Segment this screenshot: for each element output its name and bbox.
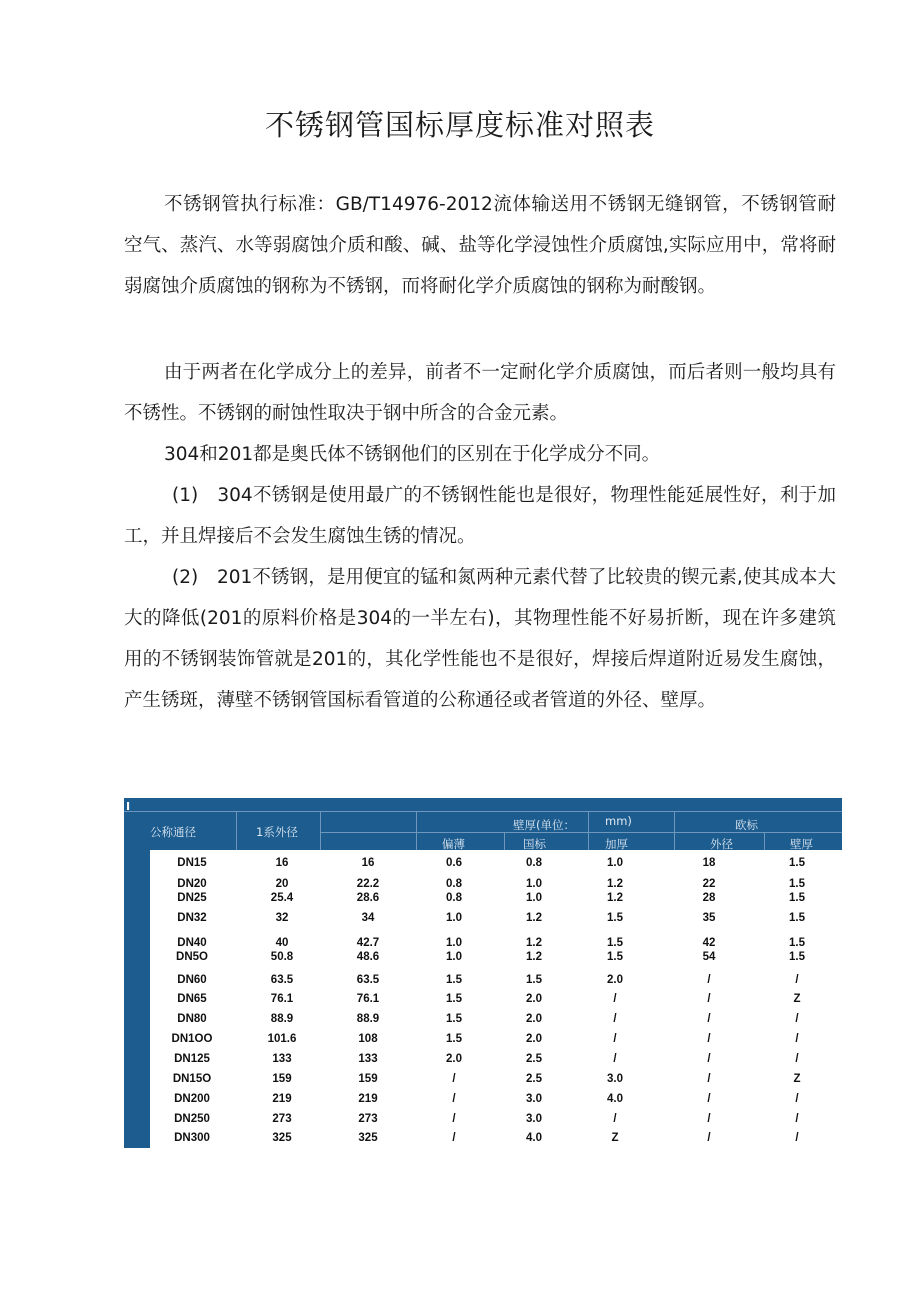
cell-thick: 2.0 xyxy=(607,974,623,986)
cell-thick: 1.0 xyxy=(607,857,623,869)
cell-thin: / xyxy=(452,1113,456,1125)
cell-series1-od: 273 xyxy=(272,1113,292,1125)
paragraph-201: (2) 201不锈钢，是用便宜的锰和氮两种元素代替了比较贵的锲元素,使其成本大大的降低(201的原料价格是304的一半左右)，其物理性能不好易折断，现在许多建筑用的不锈钢装饰管就是201的，其化学性能也不是很好，焊接后焊道附近易发生腐蚀，产生锈斑，薄壁不锈钢管国标看管道的公称通径或者管道的外径、壁厚。 xyxy=(124,567,836,711)
cell-euro-wall: Z xyxy=(793,1073,801,1085)
header-euro-standard: 欧标 xyxy=(735,818,758,832)
cell-series1-od: 16 xyxy=(275,857,289,869)
cell-series1-od: 88.9 xyxy=(270,1013,294,1025)
cell-series1-od: 133 xyxy=(272,1053,292,1065)
cell-series1-od: 40 xyxy=(275,937,289,949)
cell-euro-od: / xyxy=(707,1132,711,1144)
paragraph-304: (1) 304不锈钢是使用最广的不锈钢性能也是很好，物理性能延展性好，利于加工，并且焊接后不会发生腐蚀生锈的情况。 xyxy=(124,485,836,547)
cell-nominal: DN32 xyxy=(177,912,207,924)
table-row xyxy=(124,878,842,892)
cell-thin: 0.8 xyxy=(446,892,462,904)
cell-thin: / xyxy=(452,1093,456,1105)
cell-series1-od: 63.5 xyxy=(270,974,294,986)
cell-euro-od: / xyxy=(707,993,711,1005)
cell-od: 16 xyxy=(361,857,375,869)
cell-euro-od: 22 xyxy=(702,878,716,890)
header-thick: 加厚 xyxy=(605,837,628,851)
cell-euro-wall: Z xyxy=(793,993,801,1005)
cell-od: 76.1 xyxy=(356,993,380,1005)
cell-od: 28.6 xyxy=(356,892,380,904)
table-row xyxy=(124,937,842,951)
cell-thick: / xyxy=(613,1033,617,1045)
cell-nominal: DN20 xyxy=(177,878,207,890)
cell-series1-od: 325 xyxy=(272,1132,292,1144)
cell-thick: 1.5 xyxy=(607,937,623,949)
cell-euro-od: 35 xyxy=(702,912,716,924)
header-unit-mm: mm) xyxy=(605,814,632,828)
header-wall-thickness: 壁厚(单位： xyxy=(513,818,575,832)
table-row xyxy=(124,974,842,988)
cell-euro-wall: 1.5 xyxy=(789,878,805,890)
cell-nominal: DN200 xyxy=(174,1093,210,1105)
cell-nominal: DN125 xyxy=(174,1053,210,1065)
cell-national: 3.0 xyxy=(526,1093,542,1105)
cell-national: 0.8 xyxy=(526,857,542,869)
cell-od: 108 xyxy=(358,1033,378,1045)
header-nominal-diameter: 公称通径 xyxy=(150,825,196,839)
cell-euro-wall: / xyxy=(795,1013,799,1025)
cell-national: 1.0 xyxy=(526,878,542,890)
cell-thick: Z xyxy=(611,1132,619,1144)
cell-od: 63.5 xyxy=(356,974,380,986)
cell-series1-od: 76.1 xyxy=(270,993,294,1005)
cell-od: 48.6 xyxy=(356,951,380,963)
cell-thick: 4.0 xyxy=(607,1093,623,1105)
cell-thick: 1.5 xyxy=(607,912,623,924)
thickness-table xyxy=(124,798,842,1148)
cell-euro-wall: / xyxy=(795,974,799,986)
paragraph-difference: 由于两者在化学成分上的差异，前者不一定耐化学介质腐蚀，而后者则一般均具有不锈性。不锈钢的耐蚀性取决于钢中所含的合金元素。 xyxy=(124,362,836,424)
cell-euro-wall: 1.5 xyxy=(789,951,805,963)
paragraph-304-201: 304和201都是奥氏体不锈钢他们的区别在于化学成分不同。 xyxy=(164,444,661,465)
cell-euro-wall: 1.5 xyxy=(789,912,805,924)
cell-nominal: DN15O xyxy=(172,1073,212,1085)
cell-thin: 2.0 xyxy=(446,1053,462,1065)
cell-thick: / xyxy=(613,1053,617,1065)
header-national: 国标 xyxy=(523,837,546,851)
table-row xyxy=(124,912,842,926)
header-euro-od: 外径 xyxy=(710,837,733,851)
table-row xyxy=(124,1053,842,1067)
cell-euro-od: 42 xyxy=(702,937,716,949)
cell-national: 2.0 xyxy=(526,993,542,1005)
table-row xyxy=(124,1013,842,1027)
cell-series1-od: 219 xyxy=(272,1093,292,1105)
cell-thick: 3.0 xyxy=(607,1073,623,1085)
cell-euro-wall: / xyxy=(795,1053,799,1065)
table-row xyxy=(124,993,842,1007)
cell-od: 325 xyxy=(358,1132,378,1144)
cell-nominal: DN300 xyxy=(174,1132,210,1144)
cell-nominal: DN60 xyxy=(177,974,207,986)
cell-euro-wall: / xyxy=(795,1093,799,1105)
cell-national: 2.5 xyxy=(526,1053,542,1065)
cell-euro-wall: 1.5 xyxy=(789,857,805,869)
cell-thin: 1.5 xyxy=(446,1013,462,1025)
cell-national: 2.0 xyxy=(526,1013,542,1025)
cell-national: 2.0 xyxy=(526,1033,542,1045)
cell-euro-wall: / xyxy=(795,1132,799,1144)
cell-series1-od: 25.4 xyxy=(270,892,294,904)
table-row xyxy=(124,951,842,965)
cell-nominal: DN5O xyxy=(176,951,208,963)
cell-euro-od: / xyxy=(707,1113,711,1125)
cell-euro-wall: / xyxy=(795,1033,799,1045)
cell-nominal: DN250 xyxy=(174,1113,210,1125)
cell-euro-od: / xyxy=(707,1033,711,1045)
cell-series1-od: 50.8 xyxy=(270,951,294,963)
cell-euro-wall: 1.5 xyxy=(789,937,805,949)
cell-nominal: DN40 xyxy=(177,937,207,949)
cell-nominal: DN1OO xyxy=(171,1033,213,1045)
table-row xyxy=(124,1132,842,1146)
page-title: 不锈钢管国标厚度标准对照表 xyxy=(264,108,655,142)
cell-euro-od: / xyxy=(707,1093,711,1105)
cell-thick: 1.5 xyxy=(607,951,623,963)
cell-thin: 0.8 xyxy=(446,878,462,890)
cell-euro-wall: / xyxy=(795,1113,799,1125)
cell-euro-od: 54 xyxy=(702,951,716,963)
cell-series1-od: 20 xyxy=(275,878,289,890)
cell-euro-od: / xyxy=(707,974,711,986)
cell-euro-od: / xyxy=(707,1053,711,1065)
cell-national: 1.2 xyxy=(526,937,542,949)
cell-thick: / xyxy=(613,993,617,1005)
cell-thin: / xyxy=(452,1132,456,1144)
cell-od: 273 xyxy=(358,1113,378,1125)
cell-thin: 1.5 xyxy=(446,1033,462,1045)
cell-nominal: DN80 xyxy=(177,1013,207,1025)
cell-od: 159 xyxy=(358,1073,378,1085)
table-row xyxy=(124,892,842,906)
cell-thin: 1.5 xyxy=(446,993,462,1005)
cell-od: 34 xyxy=(361,912,375,924)
cell-national: 1.5 xyxy=(526,974,542,986)
cell-national: 1.2 xyxy=(526,951,542,963)
cell-series1-od: 159 xyxy=(272,1073,292,1085)
cell-series1-od: 32 xyxy=(275,912,289,924)
table-row xyxy=(124,1073,842,1087)
cell-series1-od: 101.6 xyxy=(267,1033,297,1045)
cell-national: 1.0 xyxy=(526,892,542,904)
header-series1-od: 1系外径 xyxy=(256,825,298,839)
cell-od: 42.7 xyxy=(356,937,380,949)
table-row xyxy=(124,1113,842,1127)
cell-thick: 1.2 xyxy=(607,892,623,904)
cell-nominal: DN65 xyxy=(177,993,207,1005)
paragraph-standard: 不锈钢管执行标准：GB/T14976-2012流体输送用不锈钢无缝钢管，不锈钢管耐空气、蒸汽、水等弱腐蚀介质和酸、碱、盐等化学浸蚀性介质腐蚀,实际应用中，常将耐弱腐蚀介质腐蚀的钢称为不锈钢，而将耐化学介质腐蚀的钢称为耐酸钢。 xyxy=(124,194,836,297)
cell-thick: 1.2 xyxy=(607,878,623,890)
cell-national: 1.2 xyxy=(526,912,542,924)
cell-thin: 1.0 xyxy=(446,951,462,963)
cell-od: 22.2 xyxy=(356,878,380,890)
cell-thick: / xyxy=(613,1013,617,1025)
table-row xyxy=(124,1093,842,1107)
cell-euro-od: 18 xyxy=(702,857,716,869)
cell-nominal: DN25 xyxy=(177,892,207,904)
table-row xyxy=(124,857,842,871)
cell-thin: 1.5 xyxy=(446,974,462,986)
cell-thin: 0.6 xyxy=(446,857,462,869)
cell-national: 4.0 xyxy=(526,1132,542,1144)
cell-nominal: DN15 xyxy=(177,857,207,869)
cell-euro-od: 28 xyxy=(702,892,716,904)
cell-thick: / xyxy=(613,1113,617,1125)
header-thin: 偏薄 xyxy=(442,837,465,851)
cell-national: 2.5 xyxy=(526,1073,542,1085)
cell-national: 3.0 xyxy=(526,1113,542,1125)
cell-od: 219 xyxy=(358,1093,378,1105)
cell-euro-wall: 1.5 xyxy=(789,892,805,904)
cell-thin: 1.0 xyxy=(446,937,462,949)
cell-thin: / xyxy=(452,1073,456,1085)
corner-mark: I xyxy=(126,800,131,813)
cell-od: 88.9 xyxy=(356,1013,380,1025)
cell-thin: 1.0 xyxy=(446,912,462,924)
header-euro-wall: 壁厚 xyxy=(790,837,813,851)
cell-od: 133 xyxy=(358,1053,378,1065)
table-row xyxy=(124,1033,842,1047)
cell-euro-od: / xyxy=(707,1013,711,1025)
cell-euro-od: / xyxy=(707,1073,711,1085)
